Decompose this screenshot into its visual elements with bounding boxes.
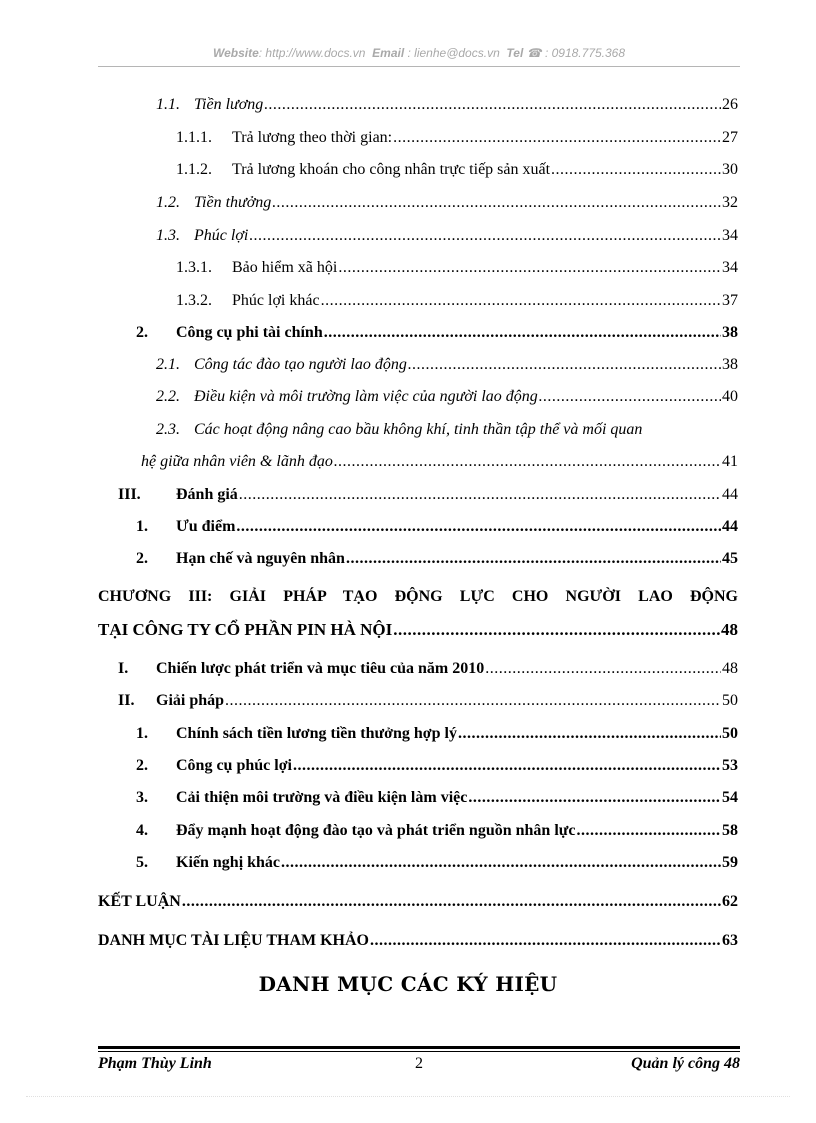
toc-entry[interactable] bbox=[136, 822, 738, 850]
toc-entry-number: II. bbox=[118, 692, 135, 709]
toc-entry-title: Phúc lợi bbox=[194, 227, 249, 244]
toc-entry[interactable] bbox=[98, 893, 738, 921]
toc-entry[interactable] bbox=[156, 194, 738, 222]
chapter-title-line1: CHƯƠNG III: GIẢI PHÁP TẠO ĐỘNG LỰC CHO NGƯỜI LAO ĐỘNG bbox=[98, 588, 738, 605]
toc-entry-number: 1.1. bbox=[156, 96, 180, 113]
page-bottom-border bbox=[26, 1096, 790, 1097]
toc-entry[interactable] bbox=[118, 660, 738, 688]
toc-entry-title: Chiến lược phát triển và mục tiêu của năm 2010 bbox=[156, 660, 485, 677]
toc-leader-dots bbox=[551, 161, 721, 179]
toc-entry-number: 2. bbox=[136, 550, 148, 567]
toc-entry[interactable] bbox=[156, 388, 738, 416]
toc-leader-dots bbox=[576, 822, 721, 840]
toc-entry[interactable] bbox=[98, 620, 738, 648]
toc-entry-number: 1.1.2. bbox=[176, 161, 212, 178]
toc-entry-number: I. bbox=[118, 660, 129, 677]
toc-entry-page: 50 bbox=[722, 725, 738, 742]
toc-entry-page: 27 bbox=[722, 129, 738, 146]
toc-leader-dots bbox=[236, 518, 721, 536]
toc-entry[interactable] bbox=[136, 725, 738, 753]
toc-entry-title: Chính sách tiền lương tiền thưởng hợp lý bbox=[176, 725, 457, 742]
toc-entry-number: 2.3. bbox=[156, 421, 180, 438]
toc-entry[interactable] bbox=[136, 854, 738, 882]
toc-leader-dots bbox=[338, 259, 721, 277]
header-website-label: Website bbox=[212, 46, 259, 60]
toc-entry[interactable] bbox=[176, 292, 738, 320]
toc-entry-title: Công tác đào tạo người lao động bbox=[194, 356, 407, 373]
toc-leader-dots bbox=[281, 854, 721, 872]
toc-entry-title: Trả lương khoán cho công nhân trực tiếp sản xuất bbox=[232, 161, 551, 178]
toc-entry-number: 2. bbox=[136, 324, 148, 341]
toc-entry[interactable] bbox=[176, 259, 738, 287]
toc-entry[interactable] bbox=[98, 932, 738, 960]
toc-leader-dots bbox=[272, 194, 721, 212]
toc-entry-page: 30 bbox=[722, 161, 738, 178]
header-email-label: Email bbox=[372, 46, 405, 60]
toc-leader-dots bbox=[324, 324, 721, 342]
toc-entry-number: 1. bbox=[136, 518, 148, 535]
header-tel-value: ☎ : 0918.775.368 bbox=[523, 46, 626, 60]
toc-entry-page: 53 bbox=[722, 757, 738, 774]
toc-entry-title: Công cụ phúc lợi bbox=[176, 757, 292, 774]
toc-entry[interactable] bbox=[156, 227, 738, 255]
toc-entry-number: 1.3.1. bbox=[176, 259, 212, 276]
toc-entry-title: Kiến nghị khác bbox=[176, 854, 281, 871]
toc-entry-page: 62 bbox=[722, 893, 738, 910]
toc-entry[interactable] bbox=[136, 789, 738, 817]
footer-page-number: 2 bbox=[415, 1055, 423, 1072]
toc-entry-title: Tiền lương bbox=[194, 96, 264, 113]
toc-entry-page: 32 bbox=[722, 194, 738, 211]
toc-entry[interactable] bbox=[156, 356, 738, 384]
toc-entry-title-line1: Các hoạt động nâng cao bầu không khí, tinh thần tập thể và mối quan bbox=[194, 421, 643, 438]
toc-leader-dots bbox=[458, 725, 721, 743]
toc-leader-dots bbox=[539, 388, 721, 406]
toc-entry-page: 48 bbox=[722, 660, 738, 677]
toc-entry-title: Cải thiện môi trường và điều kiện làm việc bbox=[176, 789, 468, 806]
toc-leader-dots bbox=[182, 893, 721, 911]
toc-leader-dots bbox=[334, 453, 721, 471]
toc-entry-page: 63 bbox=[722, 932, 738, 949]
toc-entry-number: 1.2. bbox=[156, 194, 180, 211]
toc-entry-title: Đẩy mạnh hoạt động đào tạo và phát triển nguồn nhân lực bbox=[176, 822, 576, 839]
toc-entry[interactable] bbox=[156, 96, 738, 124]
toc-entry[interactable] bbox=[136, 324, 738, 352]
toc-entry-title: Ưu điểm bbox=[176, 518, 236, 535]
toc-entry-title: Bảo hiểm xã hội bbox=[232, 259, 338, 276]
footer-thin-rule bbox=[98, 1051, 740, 1052]
toc-entry-number: 2. bbox=[136, 757, 148, 774]
toc-entry-page: 45 bbox=[722, 550, 738, 567]
header-website-value: : http://www.docs.vn bbox=[258, 46, 366, 60]
toc-entry-page: 54 bbox=[722, 789, 738, 806]
toc-leader-dots bbox=[485, 660, 721, 678]
toc-leader-dots bbox=[293, 757, 721, 775]
header-email-value: : lienhe@docs.vn bbox=[404, 46, 500, 60]
footer-course: Quản lý công 48 bbox=[631, 1055, 740, 1072]
footer-author: Phạm Thùy Linh bbox=[98, 1055, 212, 1072]
section-title: DANH MỤC CÁC KÝ HIỆU bbox=[258, 972, 558, 996]
toc-entry-number: 2.1. bbox=[156, 356, 180, 373]
toc-entry[interactable] bbox=[176, 129, 738, 157]
toc-entry-page: 34 bbox=[722, 227, 738, 244]
toc-entry-page: 26 bbox=[722, 96, 738, 113]
toc-entry-number: 3. bbox=[136, 789, 148, 806]
toc-entry-number: 4. bbox=[136, 822, 148, 839]
toc-leader-dots bbox=[225, 692, 721, 710]
toc-entry[interactable] bbox=[136, 550, 738, 578]
toc-entry-page: 34 bbox=[722, 259, 738, 276]
toc-entry[interactable] bbox=[136, 757, 738, 785]
toc-leader-dots bbox=[393, 620, 720, 640]
toc-entry-page: 41 bbox=[722, 453, 738, 470]
header-tel-label: Tel bbox=[506, 46, 524, 60]
toc-leader-dots bbox=[321, 292, 721, 310]
header-divider bbox=[98, 66, 740, 67]
toc-entry-page: 40 bbox=[722, 388, 738, 405]
toc-entry-page: 38 bbox=[722, 356, 738, 373]
toc-leader-dots bbox=[239, 486, 721, 504]
toc-leader-dots bbox=[468, 789, 721, 807]
footer-thick-rule bbox=[98, 1046, 740, 1049]
toc-entry-title: Giải pháp bbox=[156, 692, 225, 709]
toc-entry-title: Trả lương theo thời gian: bbox=[232, 129, 393, 146]
toc-entry-first-line bbox=[156, 421, 642, 439]
toc-leader-dots bbox=[264, 96, 721, 114]
toc-entry-number: 2.2. bbox=[156, 388, 180, 405]
toc-entry-title: hệ giữa nhân viên & lãnh đạo bbox=[141, 453, 333, 470]
toc-entry-number: 1.1.1. bbox=[176, 129, 212, 146]
toc-entry[interactable] bbox=[176, 161, 738, 189]
toc-entry-page: 44 bbox=[722, 518, 738, 535]
toc-leader-dots bbox=[408, 356, 721, 374]
toc-entry-title: DANH MỤC TÀI LIỆU THAM KHẢO bbox=[98, 932, 369, 949]
toc-entry-page: 44 bbox=[722, 486, 738, 503]
page-footer bbox=[98, 1055, 740, 1079]
toc-entry-title: Hạn chế và nguyên nhân bbox=[176, 550, 345, 567]
toc-entry-title: Tiền thưởng bbox=[194, 194, 272, 211]
toc-leader-dots bbox=[249, 227, 721, 245]
toc-entry-number: 5. bbox=[136, 854, 148, 871]
toc-entry-title: Công cụ phi tài chính bbox=[176, 324, 323, 341]
toc-entry[interactable] bbox=[118, 486, 738, 514]
page-header bbox=[98, 46, 740, 60]
toc-entry[interactable] bbox=[141, 453, 738, 481]
toc-entry-number: 1. bbox=[136, 725, 148, 742]
toc-entry-title: KẾT LUẬN bbox=[98, 893, 181, 910]
toc-entry-page: 59 bbox=[722, 854, 738, 871]
toc-entry-page: 48 bbox=[721, 620, 738, 639]
toc-entry[interactable] bbox=[136, 518, 738, 546]
toc-entry-page: 38 bbox=[722, 324, 738, 341]
toc-leader-dots bbox=[370, 932, 721, 950]
toc-leader-dots bbox=[346, 550, 721, 568]
toc-entry-number: 1.3. bbox=[156, 227, 180, 244]
toc-entry-title: TẠI CÔNG TY CỔ PHẦN PIN HÀ NỘI bbox=[98, 620, 393, 639]
toc-entry-title: Điều kiện và môi trường làm việc của người lao động bbox=[194, 388, 538, 405]
toc-entry-title: Đánh giá bbox=[176, 486, 238, 503]
toc-entry-page: 50 bbox=[722, 692, 738, 709]
toc-entry[interactable] bbox=[118, 692, 738, 720]
toc-entry-title: Phúc lợi khác bbox=[232, 292, 320, 309]
toc-entry-number: 1.3.2. bbox=[176, 292, 212, 309]
toc-leader-dots bbox=[393, 129, 721, 147]
toc-entry-page: 37 bbox=[722, 292, 738, 309]
toc-entry-number: III. bbox=[118, 486, 141, 503]
toc-entry-page: 58 bbox=[722, 822, 738, 839]
